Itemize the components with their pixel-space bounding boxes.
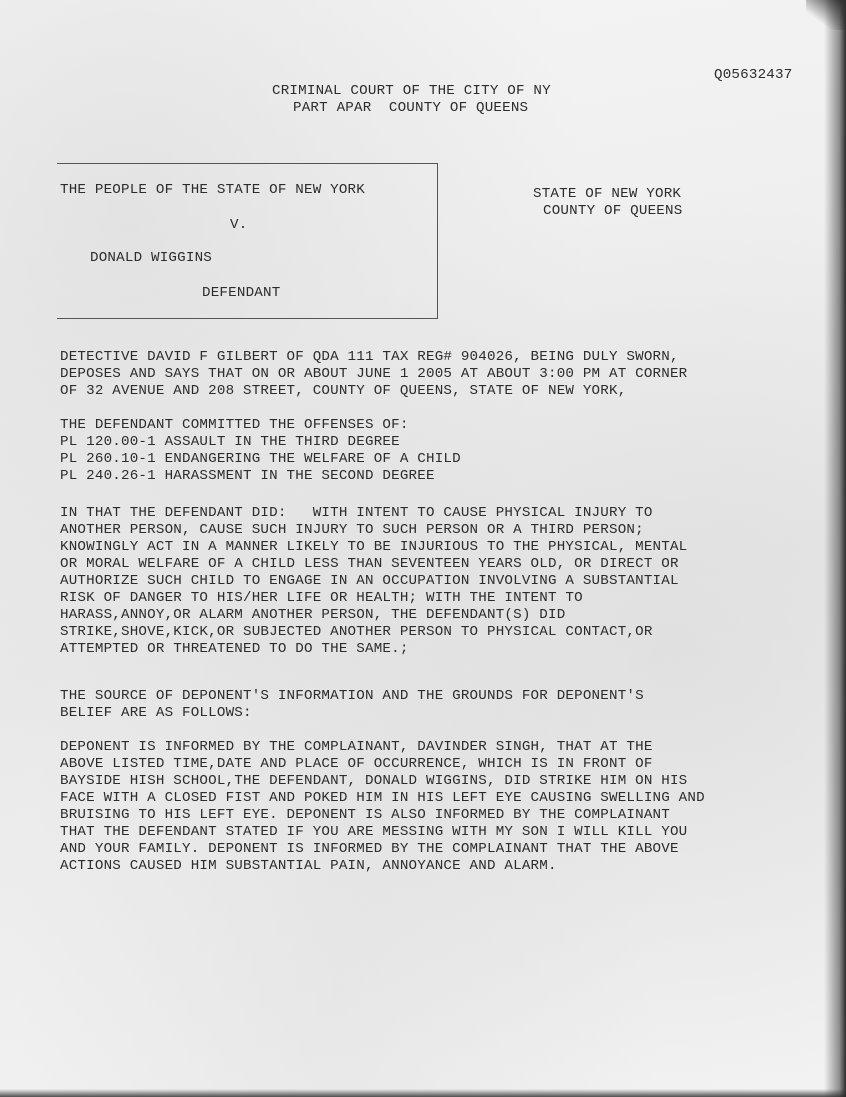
venue-state: STATE OF NEW YORK xyxy=(533,186,682,202)
source-line: THE SOURCE OF DEPONENT'S INFORMATION AND THE GROUNDS FOR DEPONENT'S xyxy=(60,688,644,704)
conduct-line: OR MORAL WELFARE OF A CHILD LESS THAN SEVENTEEN YEARS OLD, OR DIRECT OR xyxy=(60,556,679,572)
court-name: CRIMINAL COURT OF THE CITY OF NY xyxy=(272,83,551,99)
scan-corner-shadow xyxy=(806,0,846,30)
facts-line: BAYSIDE HISH SCHOOL,THE DEFENDANT, DONALD WIGGINS, DID STRIKE HIM ON HIS xyxy=(60,773,688,789)
deposition-line: DEPOSES AND SAYS THAT ON OR ABOUT JUNE 1 2005 AT ABOUT 3:00 PM AT CORNER xyxy=(60,366,688,382)
conduct-line: STRIKE,SHOVE,KICK,OR SUBJECTED ANOTHER PERSON TO PHYSICAL CONTACT,OR xyxy=(60,624,653,640)
facts-line: AND YOUR FAMILY. DEPONENT IS INFORMED BY THE COMPLAINANT THAT THE ABOVE xyxy=(60,841,679,857)
source-line: BELIEF ARE AS FOLLOWS: xyxy=(60,705,252,721)
scan-edge-shadow xyxy=(824,0,846,1097)
deposition-line: OF 32 AVENUE AND 208 STREET, COUNTY OF QUEENS, STATE OF NEW YORK, xyxy=(60,383,627,399)
offense-item: PL 120.00-1 ASSAULT IN THE THIRD DEGREE xyxy=(60,434,400,450)
facts-line: ABOVE LISTED TIME,DATE AND PLACE OF OCCURRENCE, WHICH IS IN FRONT OF xyxy=(60,756,653,772)
document-id: Q05632437 xyxy=(714,67,793,83)
court-part: PART APAR COUNTY OF QUEENS xyxy=(293,100,529,116)
deposition-line: DETECTIVE DAVID F GILBERT OF QDA 111 TAX REG# 904026, BEING DULY SWORN, xyxy=(60,349,679,365)
facts-line: BRUISING TO HIS LEFT EYE. DEPONENT IS ALSO INFORMED BY THE COMPLAINANT xyxy=(60,807,670,823)
offense-item: PL 260.10-1 ENDANGERING THE WELFARE OF A CHILD xyxy=(60,451,461,467)
conduct-line: AUTHORIZE SUCH CHILD TO ENGAGE IN AN OCCUPATION INVOLVING A SUBSTANTIAL xyxy=(60,573,679,589)
versus-label: V. xyxy=(230,217,248,233)
conduct-line: IN THAT THE DEFENDANT DID: WITH INTENT TO CAUSE PHYSICAL INJURY TO xyxy=(60,505,653,521)
conduct-line: ATTEMPTED OR THREATENED TO DO THE SAME.; xyxy=(60,641,409,657)
facts-line: THAT THE DEFENDANT STATED IF YOU ARE MESSING WITH MY SON I WILL KILL YOU xyxy=(60,824,688,840)
facts-line: DEPONENT IS INFORMED BY THE COMPLAINANT, DAVINDER SINGH, THAT AT THE xyxy=(60,739,653,755)
conduct-line: ANOTHER PERSON, CAUSE SUCH INJURY TO SUCH PERSON OR A THIRD PERSON; xyxy=(60,522,644,538)
facts-line: ACTIONS CAUSED HIM SUBSTANTIAL PAIN, ANNOYANCE AND ALARM. xyxy=(60,858,557,874)
facts-line: FACE WITH A CLOSED FIST AND POKED HIM IN HIS LEFT EYE CAUSING SWELLING AND xyxy=(60,790,705,806)
defendant-label: DEFENDANT xyxy=(202,285,281,301)
venue-county: COUNTY OF QUEENS xyxy=(543,203,683,219)
conduct-line: RISK OF DANGER TO HIS/HER LIFE OR HEALTH; WITH THE INTENT TO xyxy=(60,590,583,606)
scan-bottom-shadow xyxy=(0,1089,846,1097)
conduct-line: KNOWINGLY ACT IN A MANNER LIKELY TO BE INJURIOUS TO THE PHYSICAL, MENTAL xyxy=(60,539,688,555)
offenses-intro: THE DEFENDANT COMMITTED THE OFFENSES OF: xyxy=(60,417,409,433)
conduct-line: HARASS,ANNOY,OR ALARM ANOTHER PERSON, THE DEFENDANT(S) DID xyxy=(60,607,566,623)
defendant-name: DONALD WIGGINS xyxy=(90,250,212,266)
plaintiff-line: THE PEOPLE OF THE STATE OF NEW YORK xyxy=(60,182,365,198)
offense-item: PL 240.26-1 HARASSMENT IN THE SECOND DEGREE xyxy=(60,468,435,484)
